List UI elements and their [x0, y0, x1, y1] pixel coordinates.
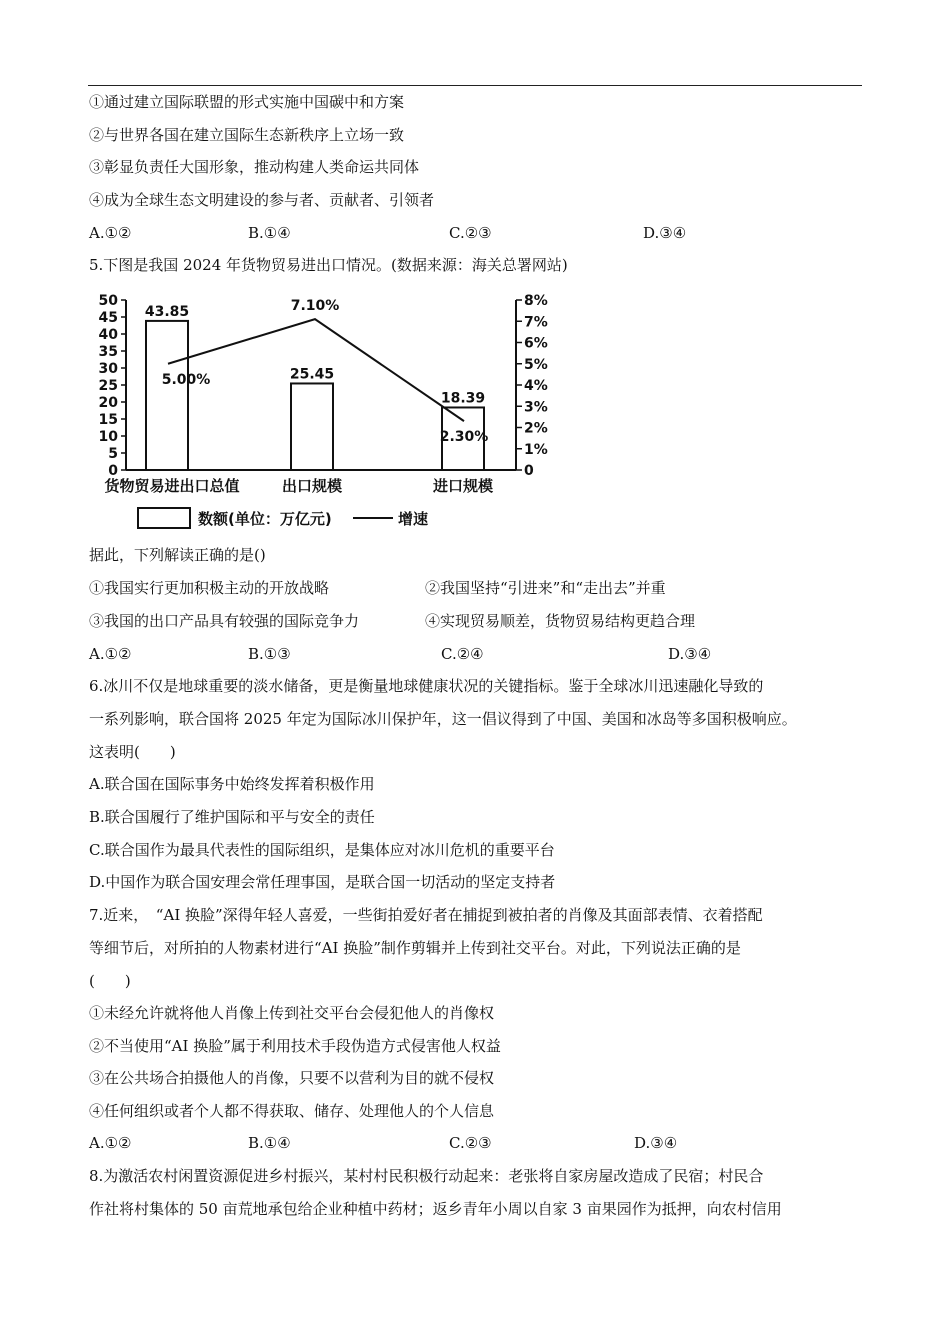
right-axis — [516, 293, 548, 479]
q7-option-b: B.①④ — [248, 1134, 291, 1152]
q4-statement-1: ①通过建立国际联盟的形式实施中国碳中和方案 — [89, 93, 405, 111]
right-tick-label: 7% — [524, 314, 548, 331]
q5-option-c: C.②④ — [441, 645, 484, 663]
q4-option-a: A.①② — [89, 224, 132, 242]
q6-choice-b: B.联合国履行了维护国际和平与安全的责任 — [89, 808, 375, 826]
category-label: 货物贸易进出口总值 — [104, 477, 240, 495]
legend-bar-label: 数额(单位：万亿元) — [198, 510, 332, 528]
left-tick-label: 30 — [98, 361, 118, 377]
q6-choice-d: D.中国作为联合国安理会常任理事国，是联合国一切活动的坚定支持者 — [89, 873, 556, 891]
q6-stem-line-2: 一系列影响，联合国将 2025 年定为国际冰川保护年，这一倡议得到了中国、美国和冰岛等多国积极响应。 — [89, 710, 797, 728]
header-rule — [88, 85, 862, 86]
q7-stem-line-2: 等细节后，对所拍的人物素材进行“AI 换脸”制作剪辑并上传到社交平台。对此，下列说法正确的是 — [89, 939, 741, 957]
left-tick-label: 15 — [98, 412, 118, 428]
q5-option-a: A.①② — [89, 645, 132, 663]
left-tick-label: 50 — [98, 293, 118, 309]
right-tick-label: 1% — [524, 441, 548, 458]
q5-statement-3: ③我国的出口产品具有较强的国际竞争力 — [89, 612, 360, 630]
bar-value-label: 18.39 — [440, 390, 486, 407]
left-tick-label: 5 — [108, 446, 118, 462]
q7-option-a: A.①② — [89, 1134, 132, 1152]
category-labels — [104, 477, 494, 495]
q6-choice-a: A.联合国在国际事务中始终发挥着积极作用 — [89, 775, 375, 793]
left-tick-label: 45 — [98, 310, 118, 326]
q7-option-c: C.②③ — [449, 1134, 492, 1152]
q7-statement-4: ④任何组织或者个人都不得获取、储存、处理他人的个人信息 — [89, 1102, 495, 1120]
q7-statement-1: ①未经允许就将他人肖像上传到社交平台会侵犯他人的肖像权 — [89, 1004, 495, 1022]
q7-statement-2: ②不当使用“AI 换脸”属于利用技术手段伪造方式侵害他人权益 — [89, 1037, 501, 1055]
left-tick-label: 25 — [98, 378, 118, 394]
q8-stem-line-2: 作社将村集体的 50 亩荒地承包给企业种植中药材；返乡青年小周以自家 3 亩果园作为抵押，向农村信用 — [89, 1200, 782, 1218]
growth-point-label: 7.10% — [290, 298, 340, 315]
q6-stem-line-1: 6.冰川不仅是地球重要的淡水储备，更是衡量地球健康状况的关键指标。鉴于全球冰川迅速融化导致的 — [89, 677, 764, 695]
q5-statement-2: ②我国坚持“引进来”和“走出去”并重 — [425, 579, 666, 597]
q5-statement-4: ④实现贸易顺差，货物贸易结构更趋合理 — [425, 612, 696, 630]
left-tick-label: 0 — [108, 463, 118, 479]
bar — [291, 383, 333, 470]
category-label: 出口规模 — [281, 477, 343, 495]
q5-option-d: D.③④ — [668, 645, 712, 663]
q4-option-d: D.③④ — [643, 224, 687, 242]
right-tick-label: 3% — [524, 399, 548, 416]
q7-stem-line-1: 7.近来， “AI 换脸”深得年轻人喜爱，一些街拍爱好者在捕捉到被拍者的肖像及其面部表情、衣着搭配 — [89, 906, 763, 924]
legend-line-label: 增速 — [398, 510, 429, 528]
q8-stem-line-1: 8.为激活农村闲置资源促进乡村振兴，某村村民积极行动起来：老张将自家房屋改造成了民宿；村民合 — [89, 1167, 764, 1185]
bar — [146, 321, 188, 470]
right-tick-label: 8% — [524, 293, 548, 309]
growth-point-label: 5.00% — [161, 371, 211, 388]
q6-stem-line-3: 这表明( ) — [89, 743, 176, 761]
bar-value-label: 25.45 — [289, 366, 335, 383]
q5-stem: 5.下图是我国 2024 年货物贸易进出口情况。(数据来源：海关总署网站) — [89, 256, 568, 274]
right-tick-label: 2% — [524, 420, 548, 437]
q4-option-c: C.②③ — [449, 224, 492, 242]
legend-bar-swatch — [138, 508, 190, 528]
category-label: 进口规模 — [432, 477, 494, 495]
growth-point-label: 2.30% — [439, 429, 489, 446]
chart-legend — [138, 508, 428, 528]
q4-statement-3: ③彰显负责任大国形象，推动构建人类命运共同体 — [89, 158, 420, 176]
q7-stem-line-3: ( ) — [89, 972, 131, 990]
left-tick-label: 10 — [98, 429, 118, 445]
q4-statement-2: ②与世界各国在建立国际生态新秩序上立场一致 — [89, 126, 405, 144]
q5-statement-1: ①我国实行更加积极主动的开放战略 — [89, 579, 330, 597]
q5-lead: 据此，下列解读正确的是() — [89, 546, 266, 564]
q7-statement-3: ③在公共场合拍摄他人的肖像，只要不以营利为目的就不侵权 — [89, 1069, 495, 1087]
left-tick-label: 35 — [98, 344, 118, 360]
left-tick-label: 40 — [98, 327, 118, 343]
right-tick-label: 0 — [524, 463, 534, 479]
q7-option-d: D.③④ — [634, 1134, 678, 1152]
q6-choice-c: C.联合国作为最具代表性的国际组织，是集体应对冰川危机的重要平台 — [89, 841, 555, 859]
q4-option-b: B.①④ — [248, 224, 291, 242]
q4-statement-4: ④成为全球生态文明建设的参与者、贡献者、引领者 — [89, 191, 435, 209]
right-tick-label: 4% — [524, 378, 548, 394]
bar-value-label: 43.85 — [144, 303, 190, 320]
trade-chart — [88, 288, 568, 534]
left-tick-label: 20 — [98, 395, 118, 411]
right-tick-label: 6% — [524, 335, 548, 352]
right-tick-label: 5% — [524, 356, 548, 373]
q5-option-b: B.①③ — [248, 645, 291, 663]
